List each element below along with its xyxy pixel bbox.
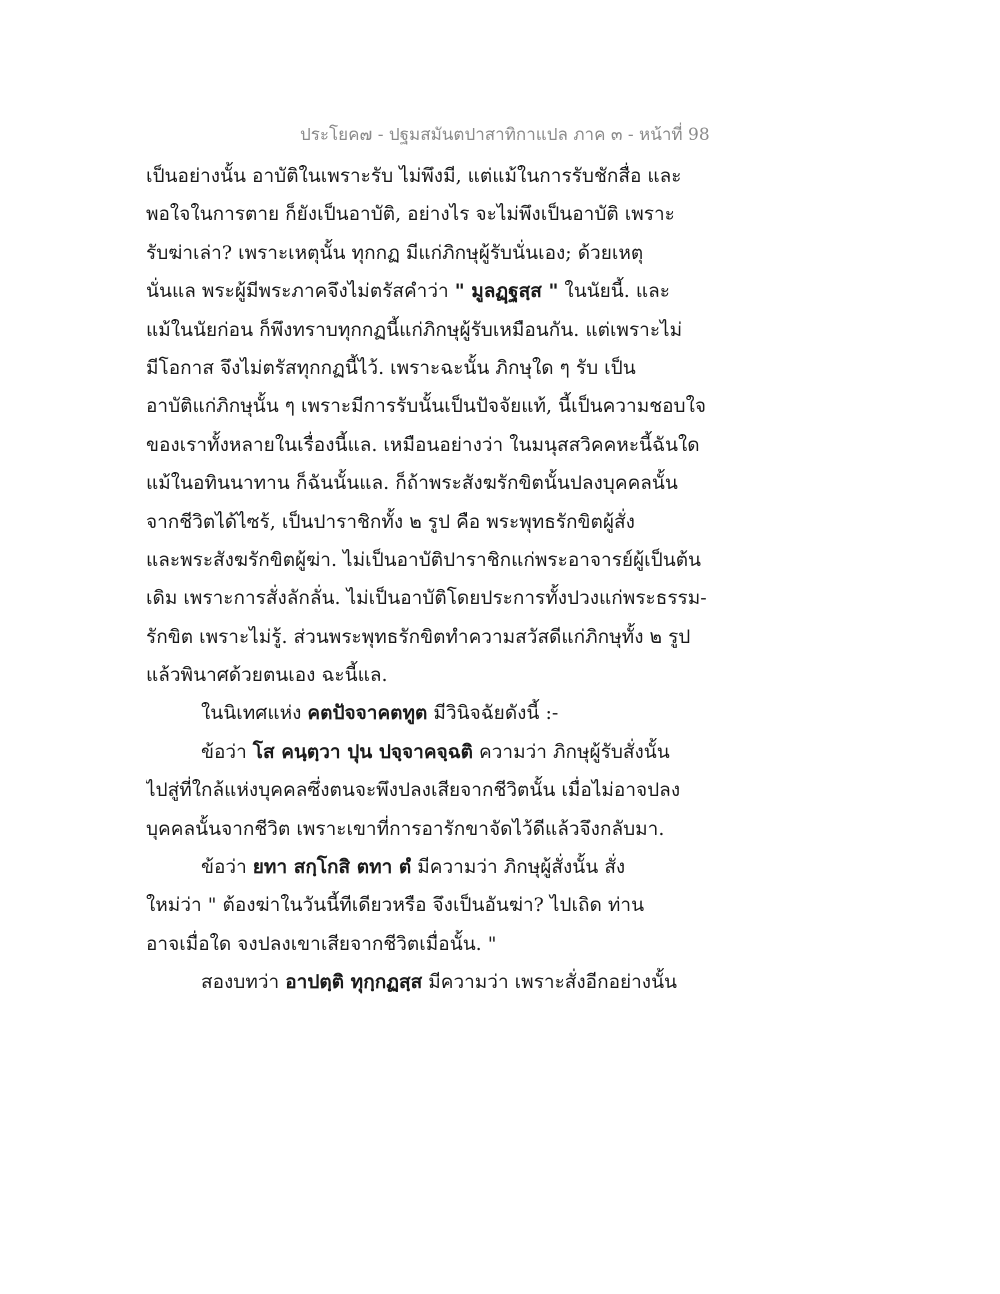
line-text: อาจเมื่อใด จงปลงเขาเสียจากชีวิตเมื่อนั้น. " bbox=[146, 932, 497, 955]
line-text: ข้อว่า bbox=[201, 856, 253, 879]
line-text: พอใจในการตาย ก็ยังเป็นอาบัติ, อย่างไร จะไม่พึงเป็นอาบัติ เพราะ bbox=[146, 203, 675, 226]
line-text: บุคคลนั้นจากชีวิต เพราะเขาที่การอารักขาจัดไว้ดีแล้วจึงกลับมา. bbox=[146, 817, 665, 840]
text-line bbox=[146, 311, 716, 349]
line-text: มีโอกาส จึงไม่ตรัสทุกกฏนี้ไว้. เพราะฉะนั้น ภิกษุใด ๆ รับ เป็น bbox=[146, 356, 636, 379]
paragraph-start-line bbox=[146, 848, 716, 886]
line-text: รับฆ่าเล่า? เพราะเหตุนั้น ทุกกฏ มีแก่ภิกษุผู้รับนั่นเอง; ด้วยเหตุ bbox=[146, 241, 644, 264]
body-text bbox=[146, 157, 716, 1002]
text-line bbox=[146, 810, 716, 848]
paragraph-start-line bbox=[146, 694, 716, 732]
pali-term-bold: อาปตฺติ ทุกฺกฏสฺส bbox=[285, 971, 423, 994]
line-text: มีวินิจฉัยดังนี้ :- bbox=[427, 702, 559, 725]
line-text: จากชีวิตได้ไซร้, เป็นปาราชิกทั้ง ๒ รูป คือ พระพุทธรักขิตผู้สั่ง bbox=[146, 510, 635, 533]
line-text: รักขิต เพราะไม่รู้. ส่วนพระพุทธรักขิตทำความสวัสดีแก่ภิกษุทั้ง ๒ รูป bbox=[146, 625, 691, 648]
line-text: แม้ในอทินนาทาน ก็ฉันนั้นแล. ก็ถ้าพระสังฆรักขิตนั้นปลงบุคคลนั้น bbox=[146, 472, 678, 495]
paragraph-start-line bbox=[146, 733, 716, 771]
line-text: ในนัยนี้. และ bbox=[558, 280, 670, 303]
text-line bbox=[146, 771, 716, 809]
line-text: ในนิเทศแห่ง bbox=[201, 702, 308, 725]
line-text: ความว่า ภิกษุผู้รับสั่งนั้น bbox=[472, 740, 670, 763]
text-line bbox=[146, 503, 716, 541]
text-line bbox=[146, 925, 716, 963]
text-line bbox=[146, 886, 716, 924]
line-text: นั่นแล พระผู้มีพระภาคจึงไม่ตรัสคำว่า bbox=[146, 280, 455, 303]
pali-term-bold: " มูลฏฺฐสฺส " bbox=[454, 280, 559, 303]
line-text: ข้อว่า bbox=[201, 740, 253, 763]
text-line bbox=[146, 195, 716, 233]
text-line bbox=[146, 426, 716, 464]
line-text: อาบัติแก่ภิกษุนั้น ๆ เพราะมีการรับนั้นเป็นปัจจัยแท้, นี้เป็นความชอบใจ bbox=[146, 395, 707, 418]
line-text: และพระสังฆรักขิตผู้ฆ่า. ไม่เป็นอาบัติปาราชิกแก่พระอาจารย์ผู้เป็นต้น bbox=[146, 548, 702, 571]
line-text: ไปสู่ที่ใกล้แห่งบุคคลซึ่งตนจะพึงปลงเสียจากชีวิตนั้น เมื่อไม่อาจปลง bbox=[146, 779, 681, 802]
text-line bbox=[146, 464, 716, 502]
text-line bbox=[146, 272, 716, 310]
line-text: เดิม เพราะการสั่งลักลั่น. ไม่เป็นอาบัติโดยประการทั้งปวงแก่พระธรรม- bbox=[146, 587, 707, 610]
text-line bbox=[146, 656, 716, 694]
line-text: สองบทว่า bbox=[201, 971, 286, 994]
text-line bbox=[146, 618, 716, 656]
text-line bbox=[146, 234, 716, 272]
running-header: ประโยค๗ - ปฐมสมันตปาสาทิกาแปล ภาค ๓ - หน้าที่ 98 bbox=[300, 125, 710, 145]
text-line bbox=[146, 157, 716, 195]
text-line bbox=[146, 541, 716, 579]
pali-term-bold: ยทา สกฺโกสิ ตทา ตํ bbox=[252, 856, 412, 879]
text-line bbox=[146, 579, 716, 617]
pali-term-bold: คตปัจจาคตทูต bbox=[307, 702, 428, 725]
line-text: ของเราทั้งหลายในเรื่องนี้แล. เหมือนอย่างว่า ในมนุสสวิคคหะนี้ฉันใด bbox=[146, 433, 700, 456]
line-text: แม้ในนัยก่อน ก็พึงทราบทุกกฏนี้แก่ภิกษุผู้รับเหมือนกัน. แต่เพราะไม่ bbox=[146, 318, 683, 341]
line-text: มีความว่า เพราะสั่งอีกอย่างนั้น bbox=[422, 971, 678, 994]
line-text: แล้วพินาศด้วยตนเอง ฉะนี้แล. bbox=[146, 664, 388, 687]
pali-term-bold: โส คนฺตฺวา ปุน ปจฺจาคจฺฉติ bbox=[252, 740, 473, 763]
line-text: มีความว่า ภิกษุผู้สั่งนั้น สั่ง bbox=[411, 856, 626, 879]
text-line bbox=[146, 349, 716, 387]
line-text: ใหม่ว่า " ต้องฆ่าในวันนี้ทีเดียวหรือ จึงเป็นอันฆ่า? ไปเถิด ท่าน bbox=[146, 894, 645, 917]
text-line bbox=[146, 387, 716, 425]
paragraph-start-line bbox=[146, 963, 716, 1001]
line-text: เป็นอย่างนั้น อาบัติในเพราะรับ ไม่พึงมี, แต่แม้ในการรับชักสื่อ และ bbox=[146, 165, 682, 187]
